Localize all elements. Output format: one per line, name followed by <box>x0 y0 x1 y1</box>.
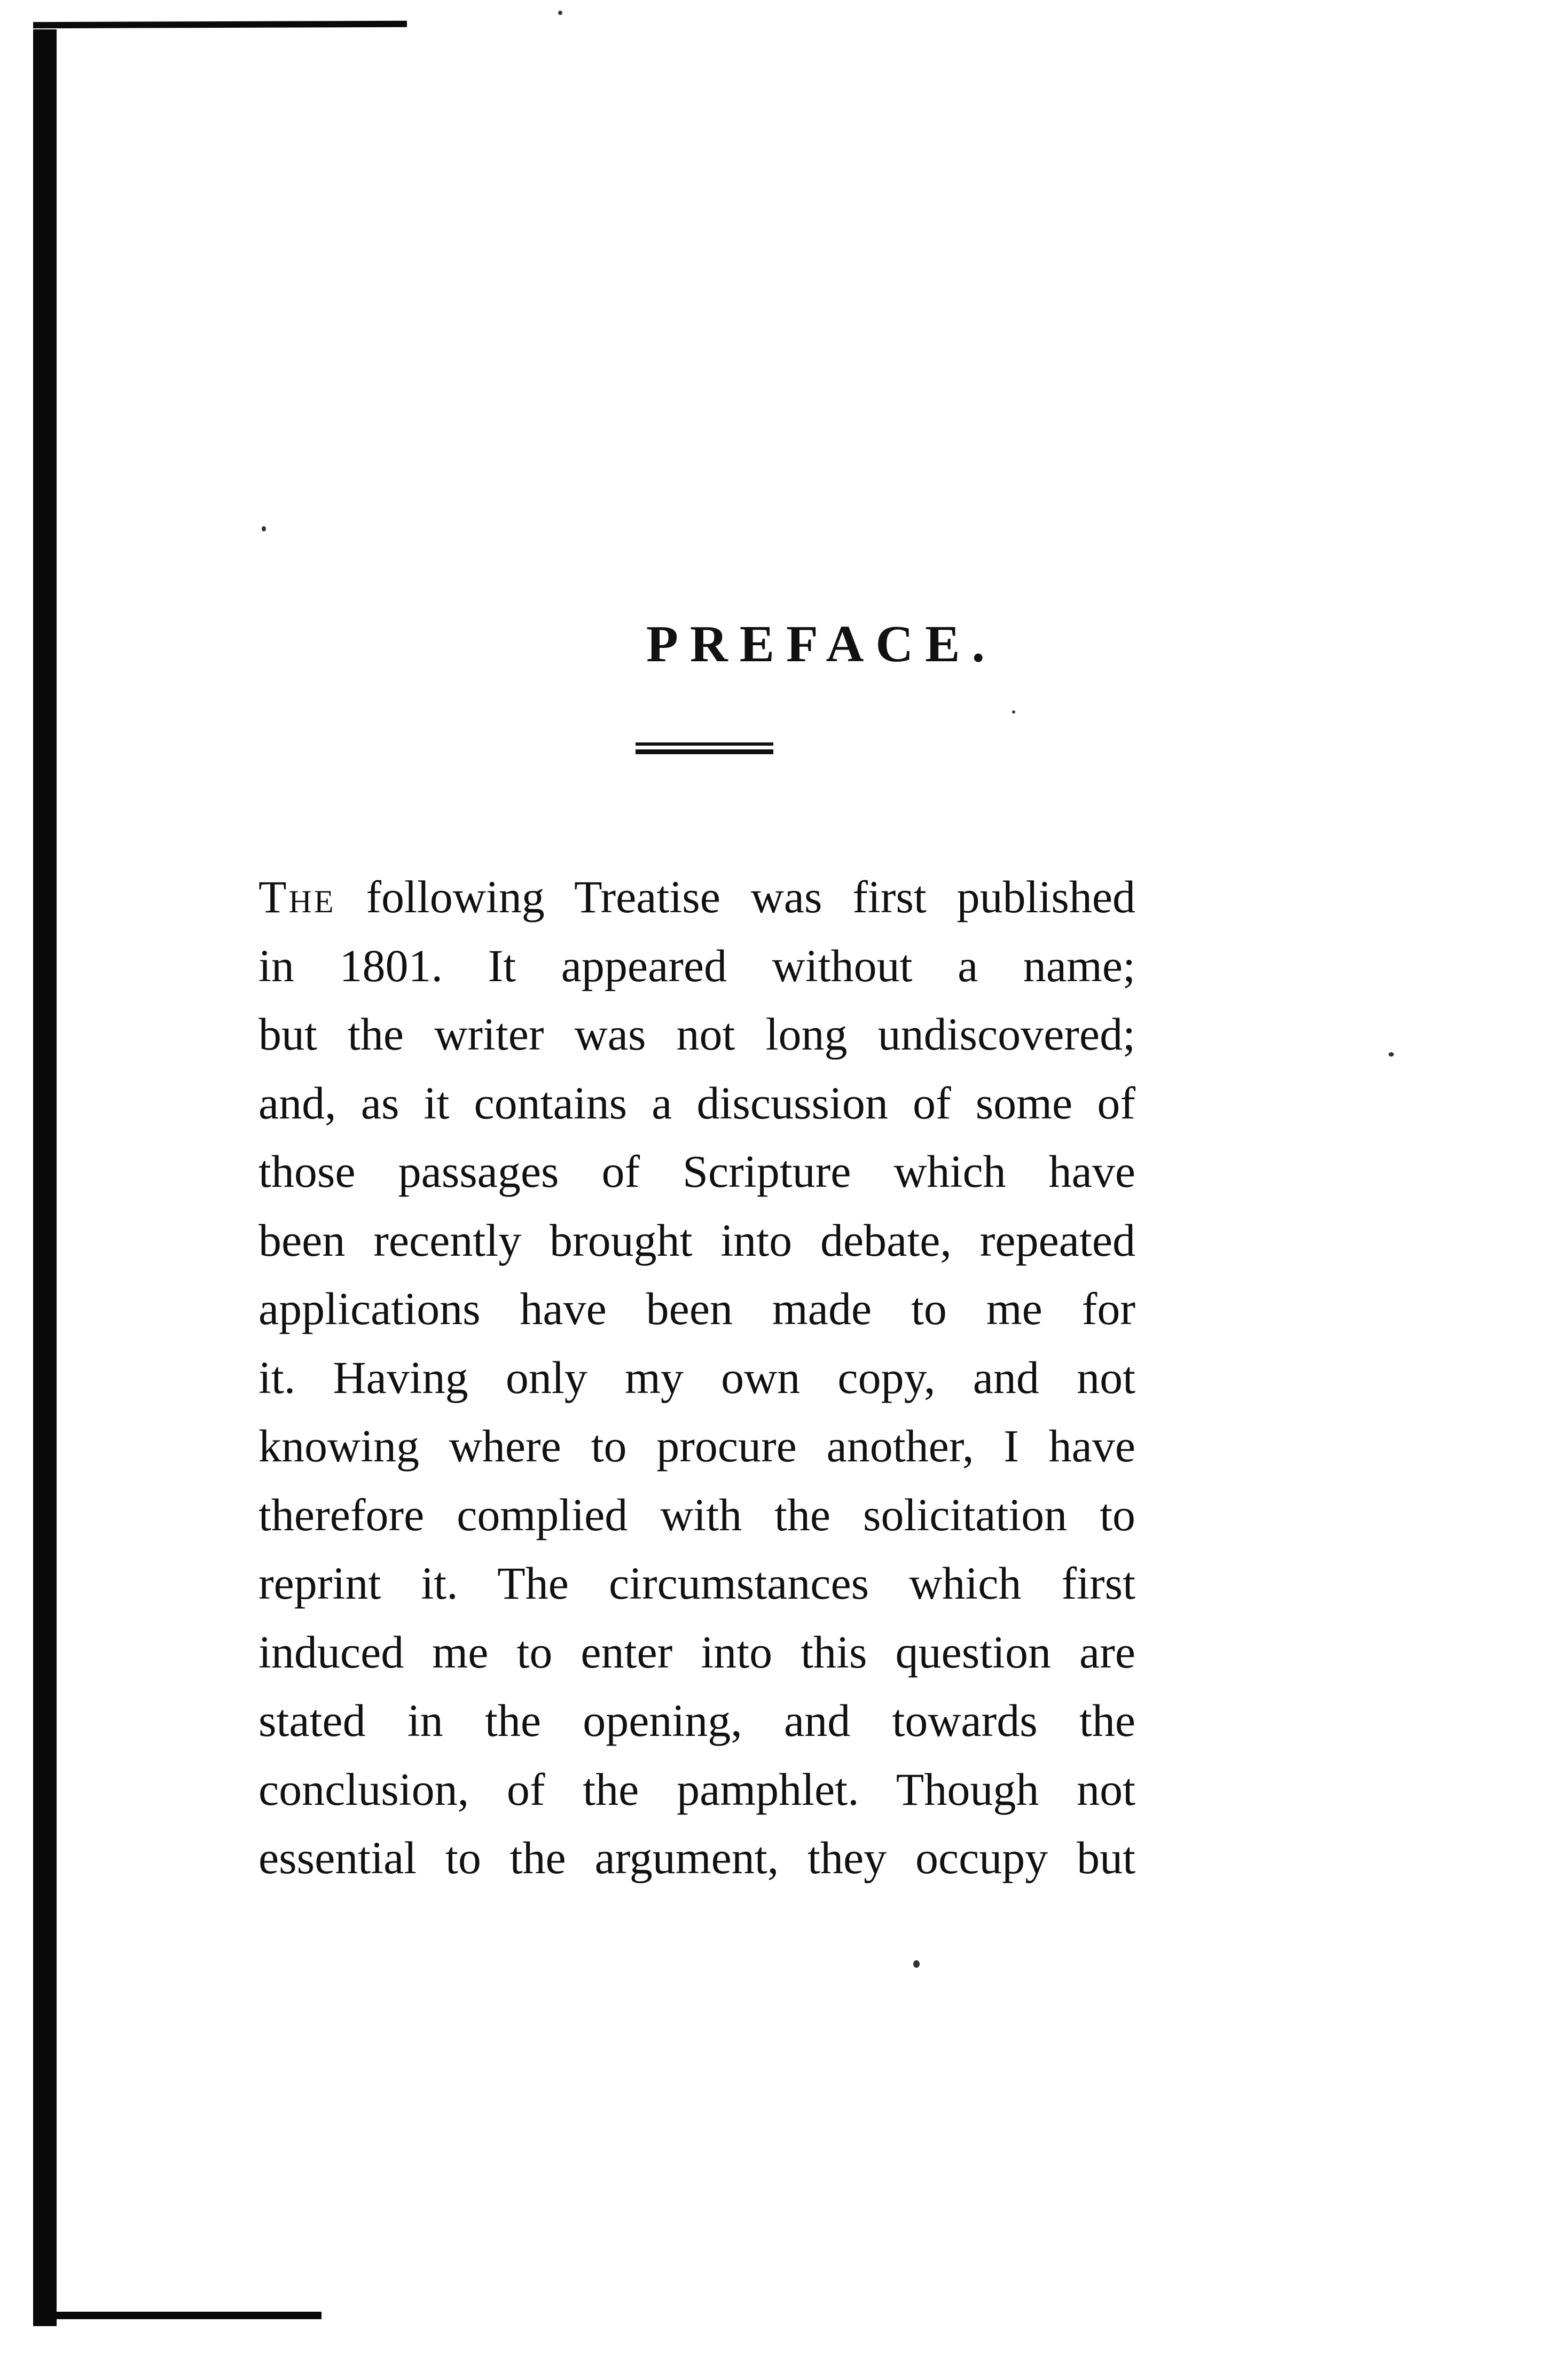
text-line: knowing where to procure another, I have <box>258 1420 1135 1472</box>
page-title: PREFACE. <box>646 615 997 673</box>
text-line-1 <box>258 863 1135 932</box>
preface-body <box>258 863 1135 1892</box>
text-line: applications have been made to me for <box>258 1283 1135 1334</box>
text-line: reprint it. The circumstances which first <box>258 1558 1135 1609</box>
text-line: essential to the argument, they occupy but <box>258 1832 1135 1883</box>
text-line: been recently brought into debate, repeated <box>258 1214 1135 1266</box>
text-line: it. Having only my own copy, and not <box>258 1351 1135 1403</box>
text-line: induced me to enter into this question are <box>258 1626 1135 1678</box>
text-line: those passages of Scripture which have <box>258 1146 1135 1197</box>
text-line: and, as it contains a discussion of some of <box>258 1077 1135 1129</box>
scan-speck <box>1389 1052 1394 1057</box>
opening-word: The <box>258 871 336 922</box>
text-line: stated in the opening, and towards the <box>258 1695 1135 1746</box>
scan-speck <box>558 11 562 15</box>
binding-bottom-edge <box>33 2312 322 2319</box>
scan-speck <box>1012 710 1015 714</box>
scan-speck <box>913 1960 920 1968</box>
text-line: but the writer was not long undiscovered; <box>258 1008 1135 1060</box>
scan-speck <box>262 526 266 531</box>
text-line: therefore complied with the solicitation to <box>258 1489 1135 1540</box>
binding-spine-edge <box>33 29 57 2326</box>
text-line: conclusion, of the pamphlet. Though not <box>258 1763 1135 1815</box>
binding-top-edge <box>33 21 407 28</box>
text-line: in 1801. It appeared without a name; <box>258 940 1135 991</box>
first-line-text: following Treatise was first published <box>335 871 1135 922</box>
heading-double-rule <box>636 742 773 754</box>
